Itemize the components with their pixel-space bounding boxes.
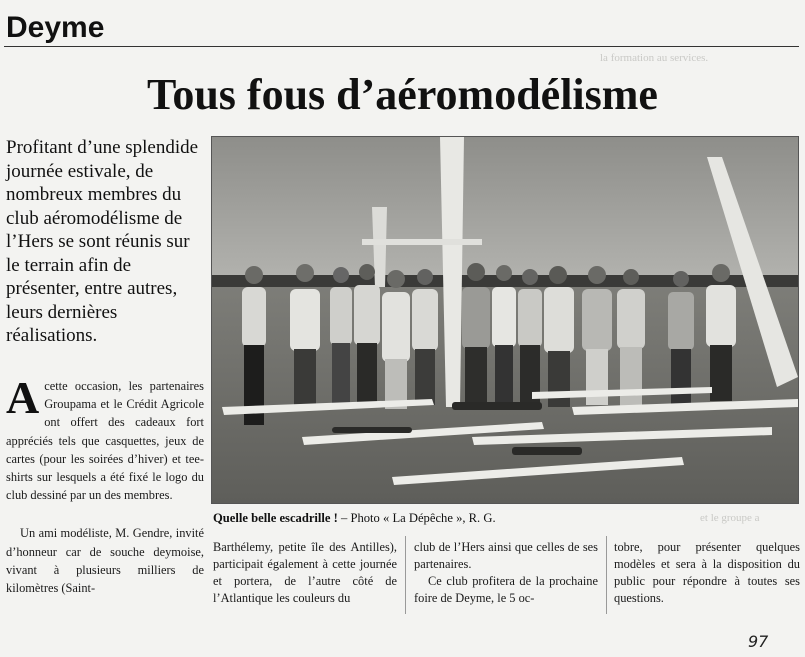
news-photo xyxy=(211,136,799,504)
drop-cap: A xyxy=(6,372,40,423)
column-rule-2 xyxy=(606,536,607,614)
bleed-text-top-right: la formation au services. xyxy=(600,52,709,64)
section-title: Deyme xyxy=(6,11,105,44)
column-3-paragraph-1: club de l’Hers ainsi que celles de ses partenaires. xyxy=(414,540,598,571)
headline: Tous fous d’aéromodélisme xyxy=(147,70,658,119)
lead-text: Profitant d’une splendide journée estivale, de nombreux membres du club aéromodélisme de l’Hers se sont réunis sur le terrain afin de présenter, entre autres, leurs dernières réalisations. xyxy=(6,137,199,346)
photo-caption xyxy=(213,510,803,526)
photo-illustration xyxy=(212,137,798,503)
page-number: 97 xyxy=(748,632,769,651)
lead-paragraph xyxy=(6,136,206,348)
column-rule-1 xyxy=(405,536,406,614)
column-2-text: Barthélemy, petite île des Antilles), participait également à cette journée et portera, de l’autre côté de l’Atlantique les couleurs du xyxy=(213,540,397,605)
paragraph-2: Un ami modéliste, M. Gendre, invité d’honneur car de souche deymoise, vivant à plusieurs milliers de kilomètres (Saint- xyxy=(6,526,204,596)
article-column-2 xyxy=(213,539,397,607)
column-3-paragraph-2: Ce club profitera de la prochaine foire de Deyme, le 5 oc- xyxy=(414,574,598,605)
paragraph-1-text: cette occasion, les partenaires Groupama et le Crédit Agricole ont offert des cadeaux fort appréciés tels que casquettes, jeux de cartes (pour les soirées d’hiver) et tee-shirts sur lesquels a été fixé le logo du club dessiné par un des membres. xyxy=(6,379,204,503)
column-4-text: tobre, pour présenter quelques modèles et sera à la disposition du public pour répondre à toutes ses questions. xyxy=(614,540,800,605)
section-rule xyxy=(4,46,799,47)
article-column-3 xyxy=(414,539,598,607)
caption-title: Quelle belle escadrille ! xyxy=(213,511,338,525)
caption-credit: – Photo « La Dépêche », R. G. xyxy=(337,511,496,525)
paragraph-1 xyxy=(6,372,204,504)
article-column-4 xyxy=(614,539,800,607)
article-column-1 xyxy=(6,372,204,597)
bleed-text-right-mid: et le groupe a xyxy=(700,512,760,524)
